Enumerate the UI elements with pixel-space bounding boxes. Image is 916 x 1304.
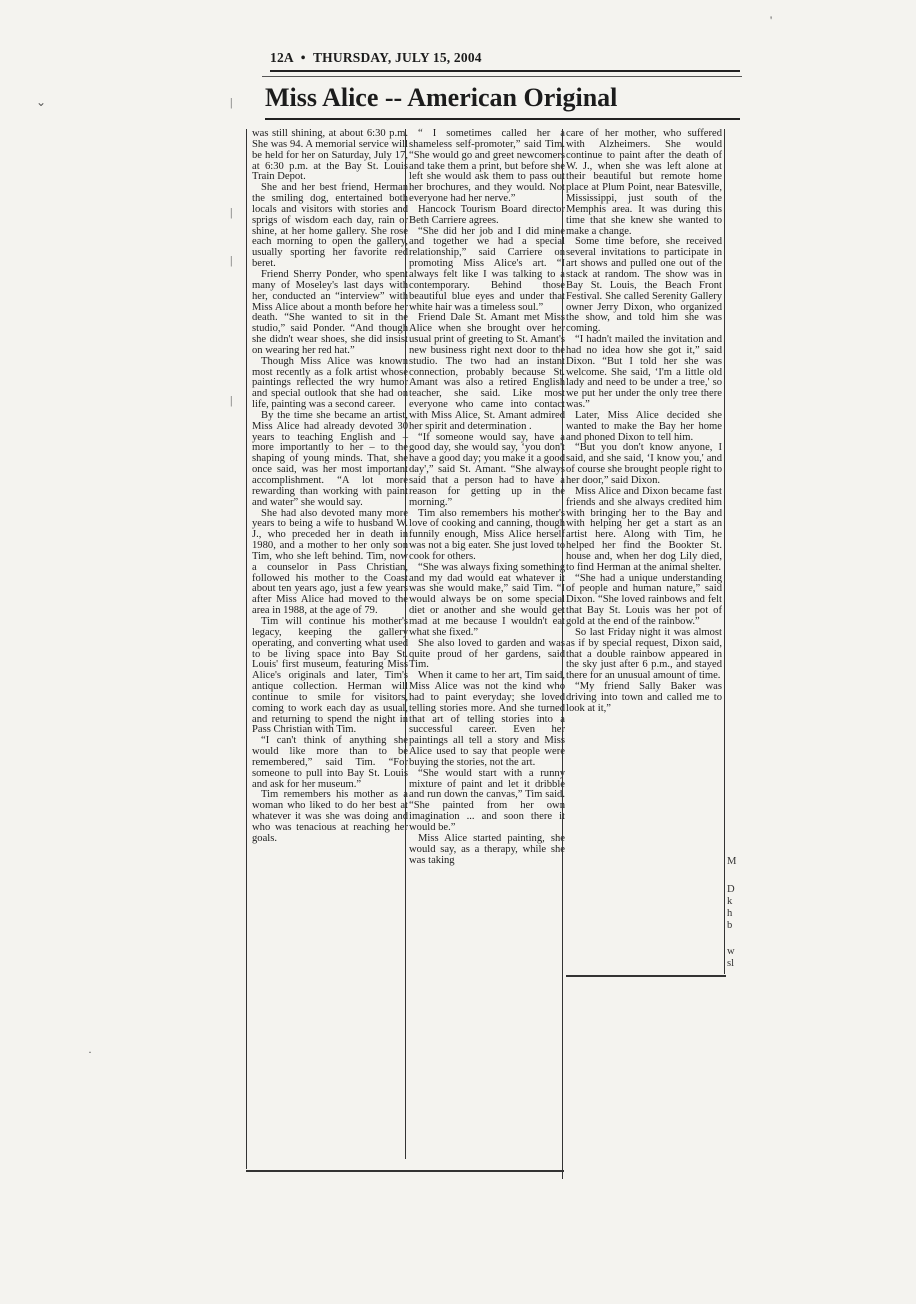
- paragraph: Tim also remembers his mother's love of cooking and canning, though funnily enough, Miss Alice herself was not a big eater. She just loved to cook for others.: [409, 507, 565, 562]
- paragraph: “I hadn't mailed the invitation and had no idea how she got it,” said Dixon. “But I told her she was welcome. She said, ‘I'm a little old lady and need to be under a tree,' so we put her under the only tree there was.”: [566, 334, 722, 411]
- edge-fragment-1: M: [727, 856, 737, 867]
- edge-fragment-6: w: [727, 946, 735, 957]
- paragraph: She and her best friend, Herman the smiling dog, entertained both locals and visitors with stories and sprigs of wisdom each day, rain or shine, at her home gallery. She rose each morning to open the gallery, usually sporting her favorite red beret.: [252, 182, 408, 270]
- paragraph: She had also devoted many more years to being a wife to husband W. J., who preceded her in death in 1980, and a mother to her only son Tim, who she left behind. Tim, now a counselor in Pass Christian, followed his mother to the Coast about ten years ago, just a few years after Miss Alice had moved to the area in 1988, at the age of 79.: [252, 507, 408, 617]
- scan-speck: ': [770, 13, 773, 27]
- page-header: [270, 50, 740, 72]
- paragraph: “But you don't know anyone, I said, and she said, ‘I know you,' and of course she brought people right to her door,” said Dixon.: [566, 442, 722, 486]
- scan-speck: |: [230, 393, 233, 407]
- paragraph: Later, Miss Alice decided she wanted to make the Bay her home and phoned Dixon to tell him.: [566, 409, 722, 443]
- paragraph: Miss Alice started painting, she would say, as a therapy, while she was taking: [409, 832, 565, 866]
- paragraph: “If someone would say, have a good day, she would say, ‘you don't have a good day; you make it a good day',” said St. Amant. “She always said that a person had to have a reason for getting up in the morning.”: [409, 431, 565, 508]
- paragraph: “She would start with a runny mixture of paint and let it dribble and run down the canvas,” Tim said. “She painted from her own imagination ... and soon there it would be.”: [409, 767, 565, 833]
- paragraph: Hancock Tourism Board director Beth Carriere agrees.: [409, 203, 565, 226]
- column-rule-right: [724, 129, 725, 974]
- scan-speck: |: [230, 95, 233, 109]
- scan-speck: |: [230, 253, 233, 267]
- paragraph: So last Friday night it was almost as if by special request, Dixon said, that a double rainbow appeared in the sky just after 6 p.m., and stayed there for an unusual amount of time.: [566, 626, 722, 682]
- article-column-3: [566, 129, 722, 715]
- scan-speck: |: [230, 205, 233, 219]
- bottom-rule-col3: [566, 975, 726, 977]
- bottom-rule: [246, 1170, 564, 1172]
- edge-fragment-7: sl: [727, 958, 735, 969]
- paragraph: “I can't think of anything she would like more than to be remembered,” said Tim. “For someone to pull into Bay St. Louis and ask for her museum.”: [252, 735, 408, 790]
- paragraph: “My friend Sally Baker was driving into town and called me to look at it,”: [566, 681, 722, 714]
- paragraph: Tim will continue his mother's legacy, keeping the gallery operating, and converting what used to be living space into Bay St. Louis' first museum, featuring Miss Alice's originals and later, Tim's antique collection. Herman will continue to smile for visitors, coming to work each day as usual, and returning to spend the night in Pass Christian with Tim.: [252, 615, 408, 736]
- article-headline: Miss Alice -- American Original: [265, 80, 740, 120]
- paragraph: She also loved to garden and was quite proud of her gardens, said Tim.: [409, 637, 565, 671]
- paragraph: Tim remembers his mother as a woman who liked to do her best at whatever it was she was doing and who was tenacious at reaching her goals.: [252, 789, 408, 844]
- paragraph: Though Miss Alice was known most recently as a folk artist whose paintings reflected the wry humor and special outlook that she had on life, painting was a second career.: [252, 355, 408, 411]
- page-number: 12A: [270, 50, 294, 65]
- article-column-2: [409, 129, 565, 866]
- edge-fragment-2: D: [727, 884, 735, 895]
- paragraph: “ I sometimes called her a shameless self-promoter,” said Tim. “She would go and greet newcomers and take them a print, but before she left she would ask them to pass out her brochures, and they would. Not everyone had her nerve.”: [409, 128, 565, 205]
- column-rule-left: [246, 129, 247, 1169]
- column-rule-1: [405, 129, 406, 1159]
- edge-fragment-5: b: [727, 920, 733, 931]
- paragraph: was still shining, at about 6:30 p.m. She was 94. A memorial service will be held for her on Saturday, July 17, at 6:30 p.m. at the Bay St. Louis Train Depot.: [252, 128, 408, 183]
- edge-fragment-3: k: [727, 896, 733, 907]
- header-bullet: •: [300, 50, 306, 65]
- paragraph: Friend Sherry Ponder, who spent many of Moseley's last days with her, conducted an “interview” with Miss Alice about a month before her death. “She wanted to sit in the studio,” said Ponder. “And though she didn't wear shoes, she did insist on wearing her red hat.”: [252, 268, 408, 356]
- column-rule-2: [562, 129, 563, 1179]
- article-column-1: [252, 129, 408, 845]
- paragraph: “She was always fixing something and my dad would eat whatever it was she would make,” said Tim. “I would always be on some special diet or another and she would get mad at me because I wouldn't eat what she fixed.”: [409, 561, 565, 638]
- header-rule: [262, 76, 742, 77]
- scan-speck: ⌄: [36, 95, 47, 109]
- paragraph: Some time before, she received several invitations to participate in art shows and pulled one out of the stack at random. The show was in Bay St. Louis, the Beach Front Festival. She called Serenity Gallery owner Jerry Dixon, who organized the show, and told him she was coming.: [566, 236, 722, 335]
- dateline: THURSDAY, JULY 15, 2004: [312, 50, 482, 65]
- paragraph: Miss Alice and Dixon became fast friends and she always credited him with bringing her to the Bay and with helping her get a start as an artist here. Along with Tim, he helped her find the Bookter St. house and, when her dog Lily died, to find Herman at the animal shelter.: [566, 485, 722, 573]
- paragraph: When it came to her art, Tim said, Miss Alice was not the kind who had to paint everyday; she loved telling stories more. And she turned that art of telling stories into a successful career. Even her paintings all tell a story and Miss Alice used to say that people were buying the stories, not the art.: [409, 670, 565, 768]
- paragraph: “She did her job and I did mine and together we had a special relationship,” said Carriere on promoting Miss Alice's art. “I always felt like I was talking to a contemporary. Behind those beautiful blue eyes and under that white hair was a timeless soul.”: [409, 225, 565, 313]
- paragraph: care of her mother, who suffered with Alzheimers. She would continue to paint after the death of W. J., when she was left alone at their beautiful but remote home place at Plum Point, near Batesville, Mississippi, just south of the Memphis area. It was during this time that she knew she wanted to make a change.: [566, 128, 722, 237]
- edge-fragment-4: h: [727, 908, 733, 919]
- scan-speck: ·: [88, 1045, 92, 1059]
- paragraph: “She had a unique understanding of people and human nature,” said Dixon. “She loved rainbows and felt that Bay St. Louis was her pot of gold at the end of the rainbow.”: [566, 572, 722, 627]
- paragraph: Friend Dale St. Amant met Miss Alice when she brought over her usual print of greeting to St. Amant's new business right next door to the studio. The two had an instant connection, probably because St. Amant was also a retired English teacher, she said. Like most everyone who came into contact with Miss Alice, St. Amant admired her spirit and determination .: [409, 312, 565, 432]
- paragraph: By the time she became an artist, Miss Alice had already devoted 30 years to teaching English and – more importantly to her – to the shaping of young minds. That, she once said, was her most important accomplishment. “A lot more rewarding than working with paint and water” she would say.: [252, 409, 408, 508]
